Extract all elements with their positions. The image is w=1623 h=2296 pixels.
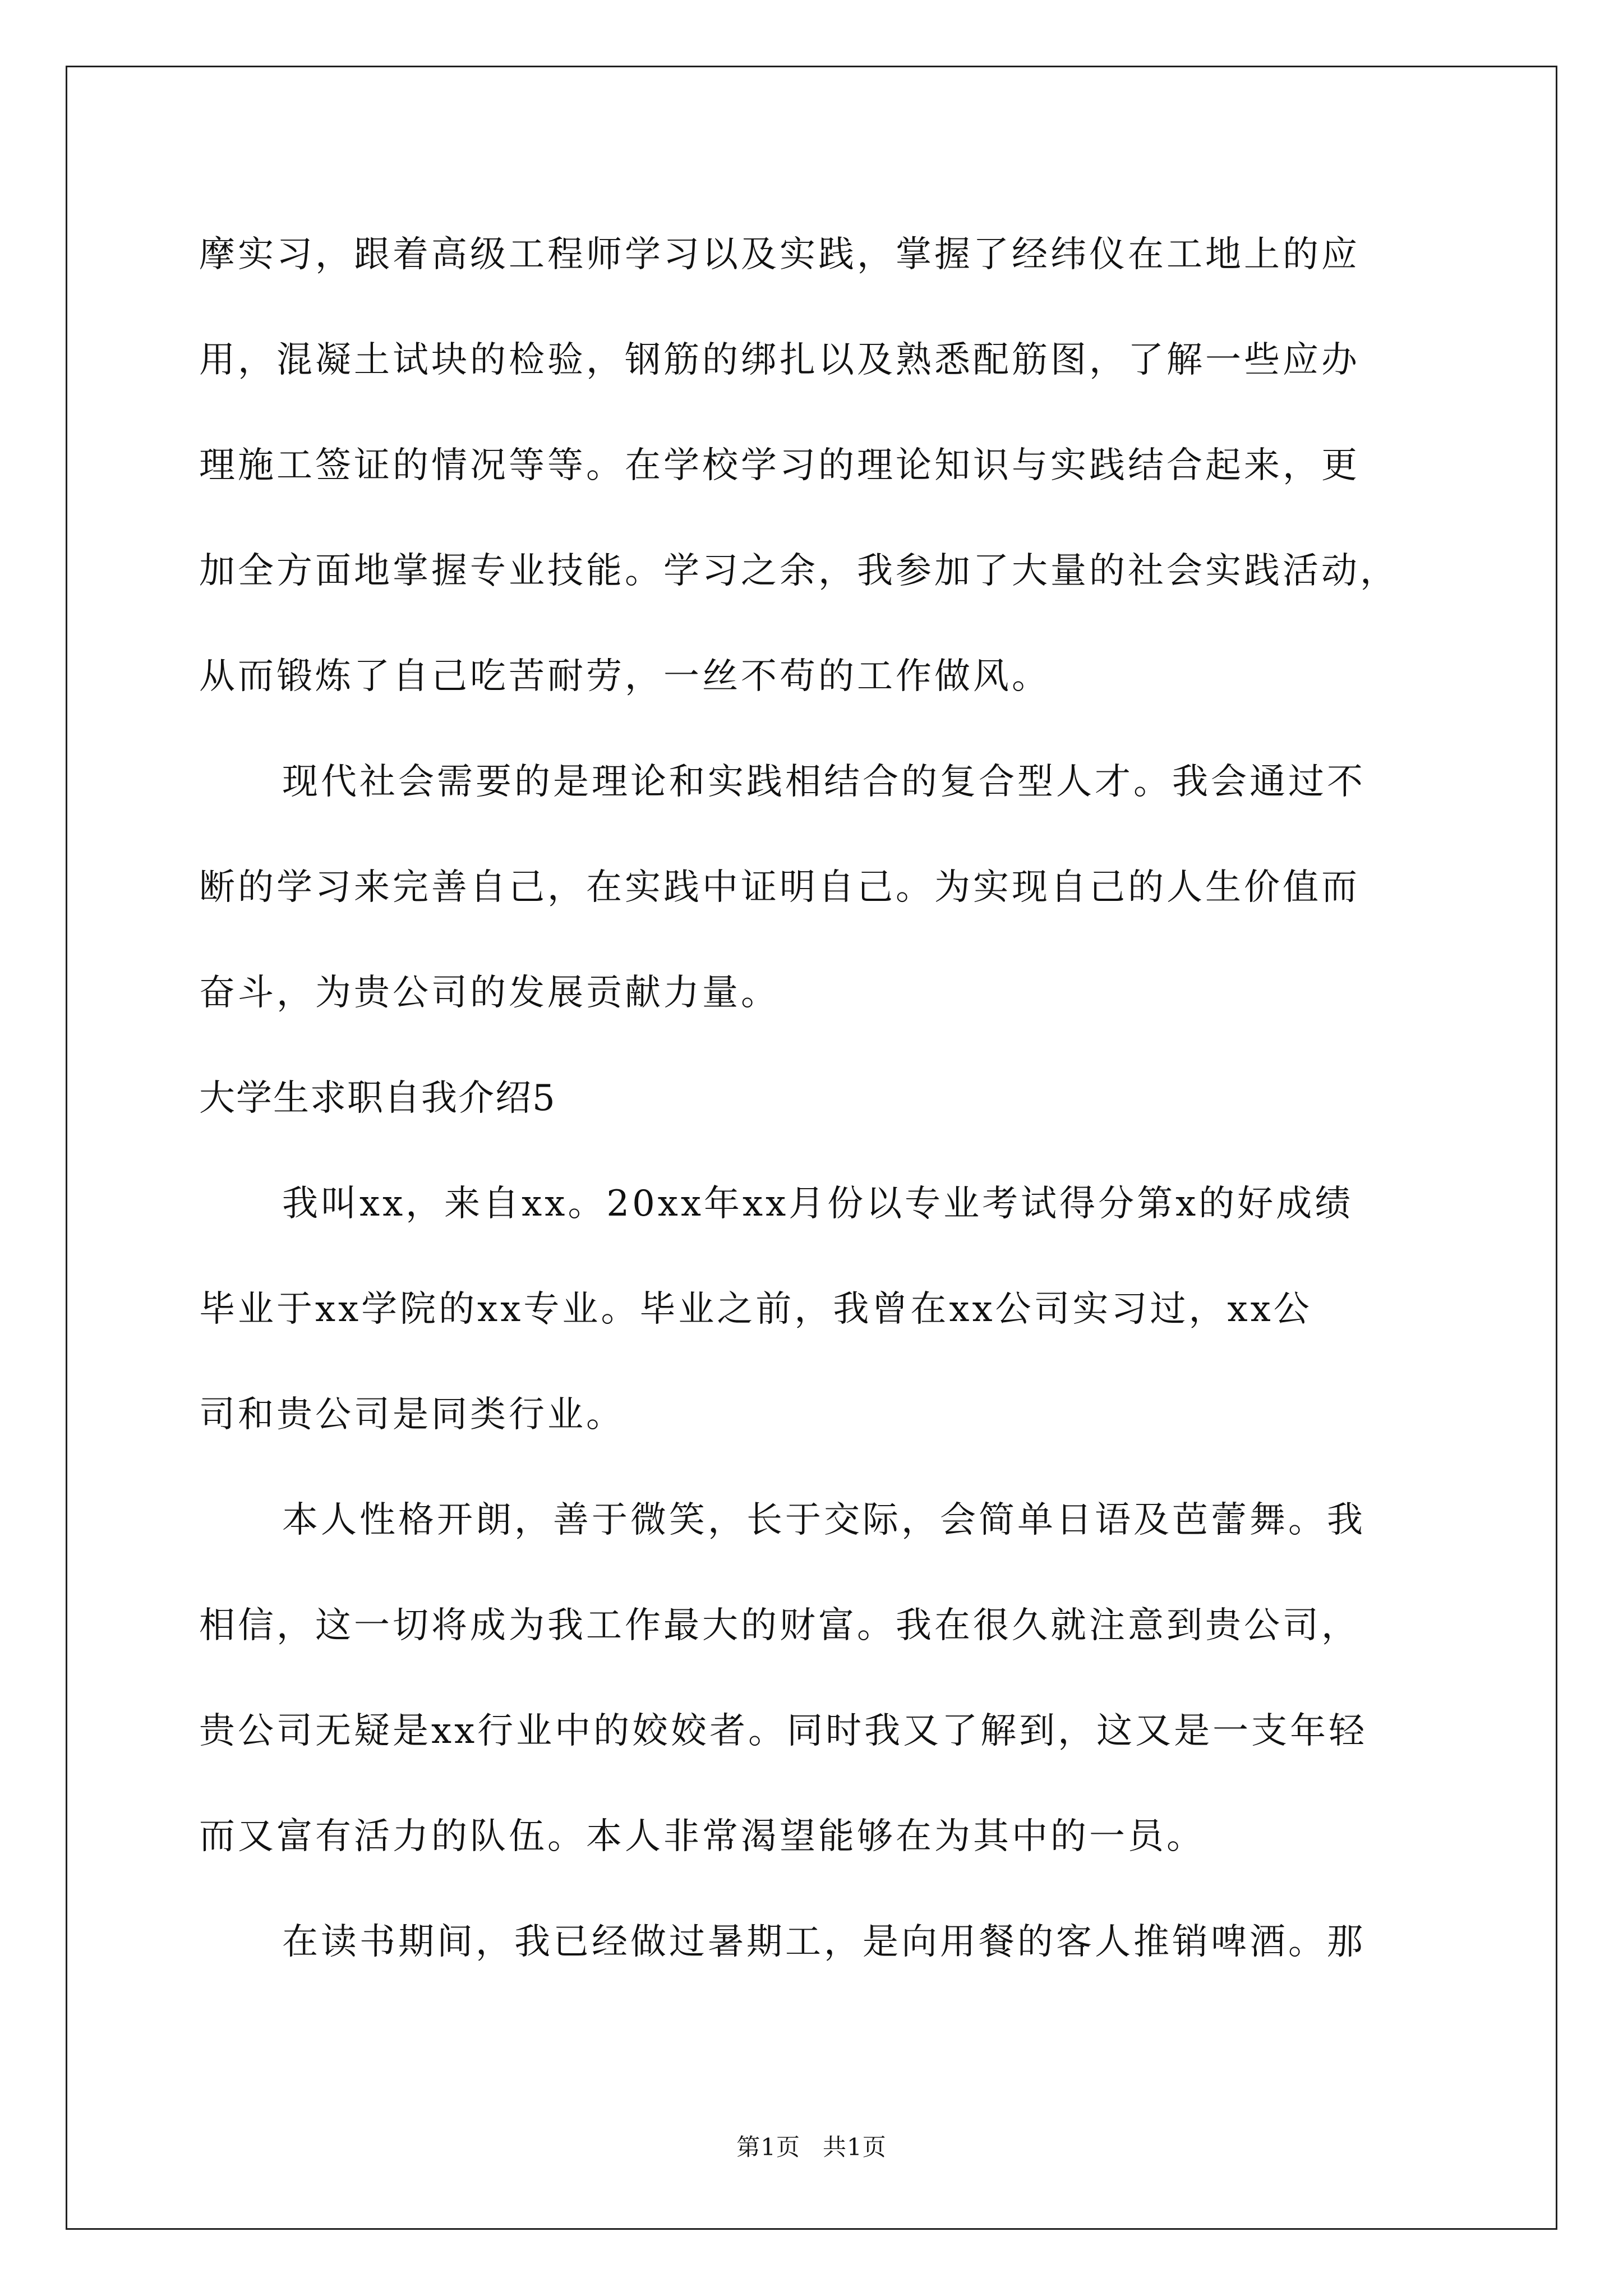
text-line-11: 毕业于xx学院的xx专业。毕业之前，我曾在xx公司实习过，xx公 (199, 1289, 1312, 1330)
text-line-2: 用，混凝土试块的检验，钢筋的绑扎以及熟悉配筋图，了解一些应办 (199, 339, 1360, 381)
page-number: 第1页 (736, 2133, 800, 2161)
text-line-12: 司和贵公司是同类行业。 (199, 1394, 625, 1435)
text-line-7: 断的学习来完善自己，在实践中证明自己。为实现自己的人生价值而 (199, 867, 1360, 908)
text-line-3: 理施工签证的情况等等。在学校学习的理论知识与实践结合起来，更 (199, 445, 1360, 486)
text-line-15: 贵公司无疑是xx行业中的姣姣者。同时我又了解到，这又是一支年轻 (199, 1710, 1368, 1752)
text-line-17: 在读书期间，我已经做过暑期工，是向用餐的客人推销啤酒。那 (282, 1921, 1366, 1963)
text-line-10: 我叫xx，来自xx。20xx年xx月份以专业考试得分第x的好成绩 (282, 1183, 1354, 1225)
page-footer (0, 2129, 1623, 2162)
text-line-14: 相信，这一切将成为我工作最大的财富。我在很久就注意到贵公司， (199, 1605, 1360, 1646)
text-line-4: 加全方面地掌握专业技能。学习之余，我参加了大量的社会实践活动， (199, 550, 1399, 592)
section-heading: 大学生求职自我介绍5 (199, 1078, 556, 1119)
text-line-1: 摩实习，跟着高级工程师学习以及实践，掌握了经纬仪在工地上的应 (199, 234, 1360, 275)
text-line-16: 而又富有活力的队伍。本人非常渴望能够在为其中的一员。 (199, 1816, 1205, 1857)
text-line-6: 现代社会需要的是理论和实践相结合的复合型人才。我会通过不 (282, 761, 1366, 803)
document-body (199, 202, 1433, 1995)
page-total: 共1页 (823, 2133, 887, 2161)
text-line-8: 奋斗，为贵公司的发展贡献力量。 (199, 972, 780, 1014)
text-line-5: 从而锻炼了自己吃苦耐劳，一丝不苟的工作做风。 (199, 656, 1050, 697)
text-line-13: 本人性格开朗，善于微笑，长于交际，会简单日语及芭蕾舞。我 (282, 1499, 1366, 1541)
